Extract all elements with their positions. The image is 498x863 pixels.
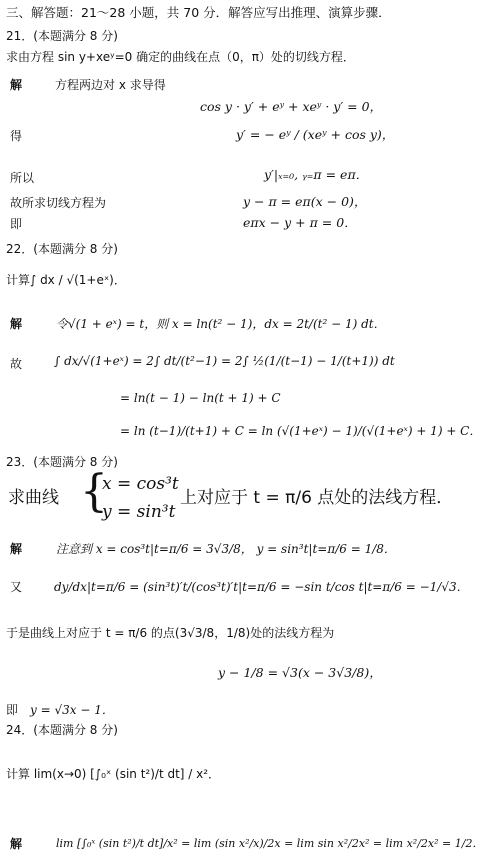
p21-guci-text: 故所求切线方程为 (10, 196, 107, 210)
p22-eq2: = ln(t − 1) − ln(t + 1) + C (120, 391, 281, 405)
p24-solution-equation: lim [∫₀ˣ (sin t²)/t dt]/x² = lim (sin x²/x)/2x = lim sin x²/2x² = lim x²/2x² = 1/2． (56, 837, 484, 850)
p23-line2: dy/dx|t=π/6 = (sin³t)′t/(cos³t)′t|t=π/6 = −sin t/cos t|t=π/6 = −1/√3． (54, 580, 469, 594)
p21-eq1: cos y · y′ + eʸ + xeʸ · y′ = 0， (200, 99, 383, 114)
p23-line1: 注意到 x = cos³t|t=π/6 = 3√3/8， y = sin³t|t=π/6 = 1/8． (56, 542, 396, 556)
p23-statement-post: 上对应于 t = π/6 点处的法线方程． (180, 488, 454, 508)
solution-label: 解 (10, 837, 23, 851)
p23-statement-pre: 求曲线 (8, 488, 59, 508)
p21-eq4: y − π = eᴨ(x − 0)， (243, 194, 367, 209)
p21-suoyi-label: 所以 (10, 171, 35, 185)
section-header: 三、解答题：21～28 小题，共 70 分．解答应写出推理、演算步骤． (6, 5, 391, 20)
p23-system-y: y = sin³t (102, 502, 176, 522)
problem-22-statement: 计算∫ dx / √(1+eˣ)． (6, 273, 126, 287)
p22-substitution: 令√(1 + eˣ) = t，则 x = ln(t² − 1)，dx = 2t/(t² − 1) dt． (56, 317, 386, 331)
solution-label: 解 (10, 78, 23, 92)
p21-eq5: eᴨx − y + π = 0． (243, 215, 357, 230)
problem-22-title: 22．(本题满分 8 分) (6, 242, 118, 256)
p22-eq3: = ln (t−1)/(t+1) + C = ln (√(1+eˣ) − 1)/(√(1+eˣ) + 1) + C． (120, 424, 482, 438)
p21-de-label: 得 (10, 129, 23, 143)
left-brace: { (80, 466, 108, 517)
p23-system-x: x = cos³t (102, 474, 179, 494)
p23-final: y = √3x − 1． (30, 703, 114, 717)
p21-step1: 方程两边对 x 求导得 (55, 78, 166, 92)
p21-eq3: y′|ₓ₌₀, ᵧ₌π = eᴨ． (264, 167, 369, 182)
problem-21-statement: 求由方程 sin y+xeʸ=0 确定的曲线在点（0，π）处的切线方程． (6, 50, 355, 64)
solution-label: 解 (10, 542, 23, 556)
problem-24-statement: 计算 lim(x→0) [∫₀ˣ (sin t²)/t dt] / x²． (6, 767, 221, 781)
p21-eq2: y′ = − eʸ / (xeʸ + cos y)， (236, 127, 395, 142)
solution-label: 解 (10, 317, 23, 331)
problem-23-title: 23．(本题满分 8 分) (6, 455, 118, 469)
problem-24-title: 24．(本题满分 8 分) (6, 723, 118, 737)
p23-line3: 于是曲线上对应于 t = π/6 的点(3√3/8，1/8)处的法线方程为 (6, 626, 335, 640)
p23-normal-equation: y − 1/8 = √3(x − 3√3/8)， (218, 665, 382, 680)
p22-gu-label: 故 (10, 357, 23, 371)
p23-ji-label: 即 (6, 703, 19, 717)
problem-21-title: 21．(本题满分 8 分) (6, 29, 118, 43)
p21-ji-label: 即 (10, 217, 23, 231)
p23-you-label: 又 (10, 580, 23, 594)
p22-eq1: ∫ dx/√(1+eˣ) = 2∫ dt/(t²−1) = 2∫ ½(1/(t−1) − 1/(t+1)) dt (54, 354, 395, 368)
